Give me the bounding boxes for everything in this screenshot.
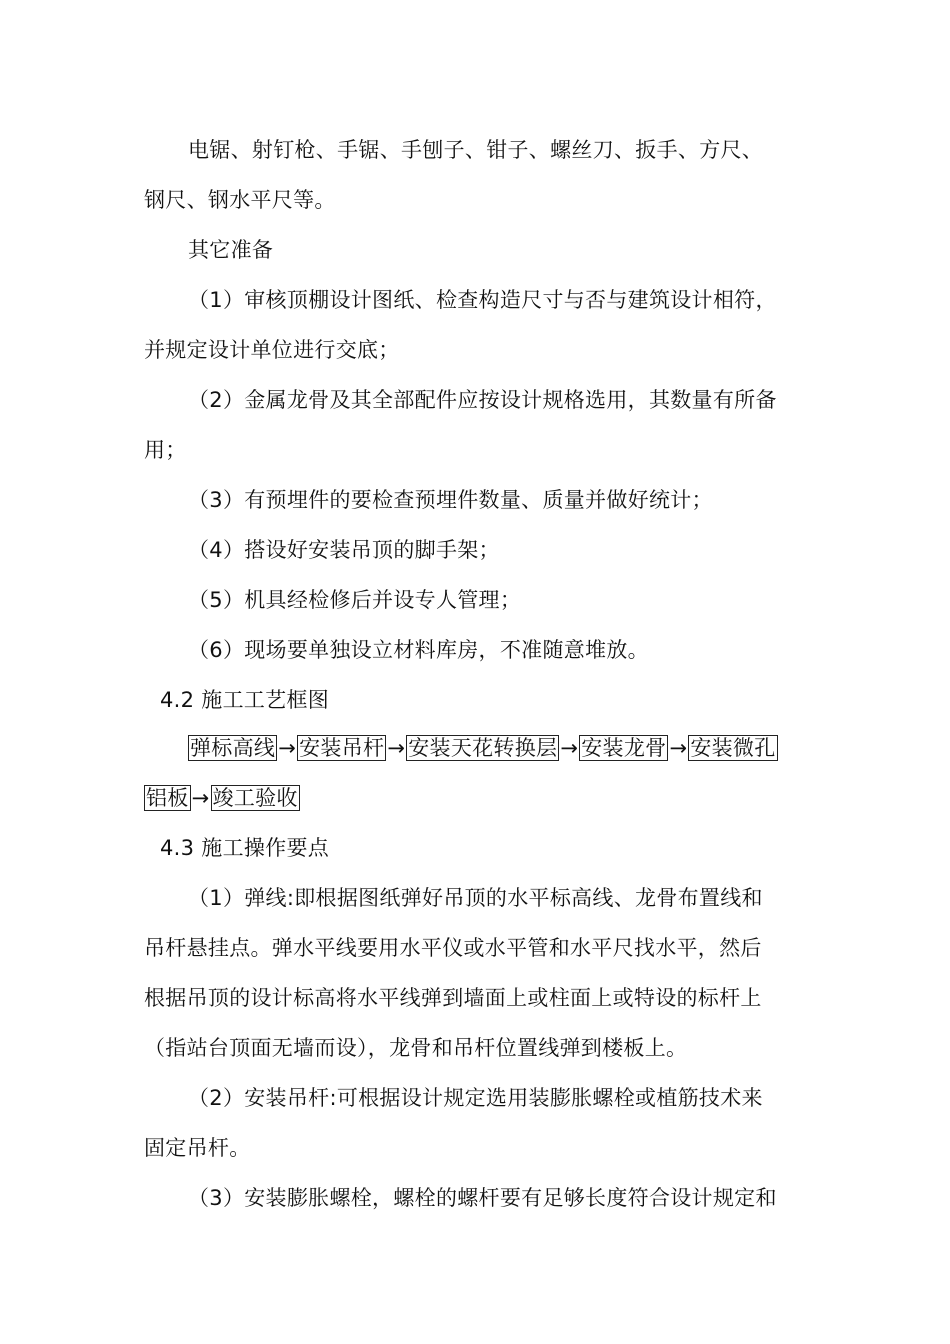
prep-item-2-line-2: 用；	[144, 438, 187, 462]
section-4-2-heading: 4.2 施工工艺框图	[160, 688, 330, 712]
step-1-line-3: 根据吊顶的设计标高将水平线弹到墙面上或柱面上或特设的标杆上	[144, 986, 762, 1010]
flow-box: 安装微孔	[690, 736, 776, 760]
section-4-3-heading: 4.3 施工操作要点	[160, 836, 330, 860]
flow-arrow: →	[560, 736, 579, 760]
flow-box: 竣工验收	[212, 786, 298, 810]
flow-box: 安装龙骨	[581, 736, 667, 760]
prep-item-5: （5）机具经检修后并设专人管理；	[188, 588, 522, 612]
flow-box: 铝板	[146, 786, 189, 810]
step-3-line-1: （3）安装膨胀螺栓，螺栓的螺杆要有足够长度符合设计规定和	[188, 1186, 777, 1210]
flow-box: 安装吊杆	[299, 736, 385, 760]
flow-arrow: →	[278, 736, 297, 760]
flow-box: 弹标高线	[190, 736, 276, 760]
flow-box: 安装天花转换层	[408, 736, 558, 760]
step-1-line-2: 吊杆悬挂点。弹水平线要用水平仪或水平管和水平尺找水平，然后	[144, 936, 762, 960]
tools-line-1: 电锯、射钉枪、手锯、手刨子、钳子、螺丝刀、扳手、方尺、	[188, 138, 764, 162]
step-1-line-1: （1）弹线:即根据图纸弹好吊顶的水平标高线、龙骨布置线和	[188, 886, 763, 910]
other-prep-heading: 其它准备	[188, 238, 274, 262]
prep-item-3: （3）有预埋件的要检查预埋件数量、质量并做好统计；	[188, 488, 713, 512]
tools-line-2: 钢尺、钢水平尺等。	[144, 188, 336, 212]
flow-arrow: →	[387, 736, 406, 760]
process-flow-line-2	[144, 783, 814, 813]
prep-item-1-line-2: 并规定设计单位进行交底；	[144, 338, 400, 362]
flow-arrow: →	[669, 736, 688, 760]
prep-item-4: （4）搭设好安装吊顶的脚手架；	[188, 538, 500, 562]
prep-item-6: （6）现场要单独设立材料库房，不准随意堆放。	[188, 638, 649, 662]
step-1-line-4: （指站台顶面无墙而设），龙骨和吊杆位置线弹到楼板上。	[144, 1036, 688, 1060]
process-flow-line-1	[188, 733, 858, 763]
flow-arrow: →	[191, 786, 210, 810]
prep-item-2-line-1: （2）金属龙骨及其全部配件应按设计规格选用，其数量有所备	[188, 388, 777, 412]
step-2-line-1: （2）安装吊杆:可根据设计规定选用装膨胀螺栓或植筋技术来	[188, 1086, 763, 1110]
prep-item-1-line-1: （1）审核顶棚设计图纸、检查构造尺寸与否与建筑设计相符，	[188, 288, 777, 312]
step-2-line-2: 固定吊杆。	[144, 1136, 251, 1160]
